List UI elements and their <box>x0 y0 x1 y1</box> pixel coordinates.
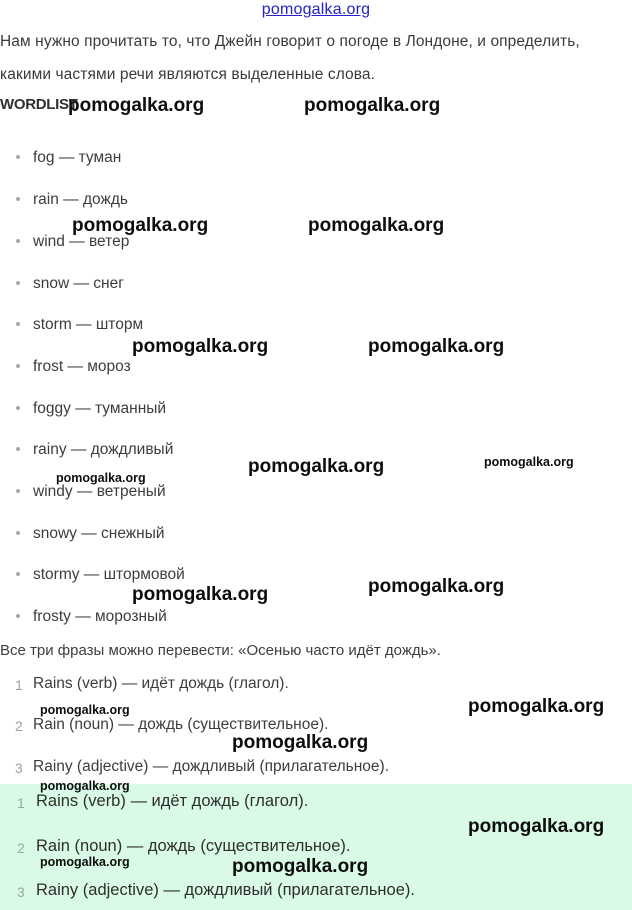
bullet-icon <box>16 239 20 243</box>
bullet-icon <box>16 281 20 285</box>
list-item: Rains (verb) — идёт дождь (глагол). <box>36 792 309 810</box>
list-number: 3 <box>17 884 25 900</box>
watermark: pomogalka.org <box>40 855 130 869</box>
wordlist-item: rain — дождь <box>16 191 128 209</box>
wordlist-item: frost — мороз <box>16 358 131 376</box>
watermark: pomogalka.org <box>40 779 130 793</box>
list-number: 2 <box>15 718 23 734</box>
bullet-icon <box>16 572 20 576</box>
watermark: pomogalka.org <box>308 215 445 236</box>
watermark: pomogalka.org <box>468 816 605 837</box>
watermark: pomogalka.org <box>40 703 130 717</box>
watermark: pomogalka.org <box>68 95 205 116</box>
wordlist-item: windy — ветреный <box>16 483 166 501</box>
list-number: 1 <box>17 795 25 811</box>
list-number: 3 <box>15 760 23 776</box>
watermark: pomogalka.org <box>248 456 385 477</box>
watermark: pomogalka.org <box>484 455 574 469</box>
wordlist-item: storm — шторм <box>16 316 143 334</box>
wordlist-item: frosty — морозный <box>16 608 167 626</box>
bullet-icon <box>16 614 20 618</box>
bullet-icon <box>16 447 20 451</box>
bullet-icon <box>16 322 20 326</box>
wordlist-item: snowy — снежный <box>16 525 165 543</box>
wordlist-item: snow — снег <box>16 275 124 293</box>
list-item: Rainy (adjective) — дождливый (прилагательное). <box>33 758 390 775</box>
bullet-icon <box>16 406 20 410</box>
intro-line-1: Нам нужно прочитать то, что Джейн говорит о погоде в Лондоне, и определить, <box>0 33 580 50</box>
answer-block <box>0 784 632 910</box>
watermark: pomogalka.org <box>72 215 209 236</box>
watermark: pomogalka.org <box>368 576 505 597</box>
wordlist-item: fog — туман <box>16 149 121 167</box>
list-number: 1 <box>15 677 23 693</box>
summary-text: Все три фразы можно перевести: «Осенью часто идёт дождь». <box>0 642 441 659</box>
list-item: Rain (noun) — дождь (существительное). <box>33 716 329 733</box>
bullet-icon <box>16 364 20 368</box>
wordlist-heading: WORDLIST <box>0 96 78 113</box>
list-item: Rain (noun) — дождь (существительное). <box>36 837 351 855</box>
watermark: pomogalka.org <box>132 336 269 357</box>
wordlist-item: rainy — дождливый <box>16 441 173 459</box>
bullet-icon <box>16 531 20 535</box>
list-item: Rains (verb) — идёт дождь (глагол). <box>33 675 289 692</box>
list-number: 2 <box>17 840 25 856</box>
list-item: Rainy (adjective) — дождливый (прилагательное). <box>36 881 415 899</box>
watermark: pomogalka.org <box>232 856 369 877</box>
bullet-icon <box>16 155 20 159</box>
wordlist-item: foggy — туманный <box>16 400 166 418</box>
wordlist-item: wind — ветер <box>16 233 129 251</box>
watermark: pomogalka.org <box>56 471 146 485</box>
bullet-icon <box>16 489 20 493</box>
intro-line-2: какими частями речи являются выделенные слова. <box>0 66 376 83</box>
watermark: pomogalka.org <box>468 696 605 717</box>
watermark: pomogalka.org <box>368 336 505 357</box>
watermark: pomogalka.org <box>132 584 269 605</box>
watermark: pomogalka.org <box>232 732 369 753</box>
watermark: pomogalka.org <box>304 95 441 116</box>
wordlist-item: stormy — штормовой <box>16 566 185 584</box>
site-watermark-link[interactable]: pomogalka.org <box>261 1 371 18</box>
bullet-icon <box>16 197 20 201</box>
